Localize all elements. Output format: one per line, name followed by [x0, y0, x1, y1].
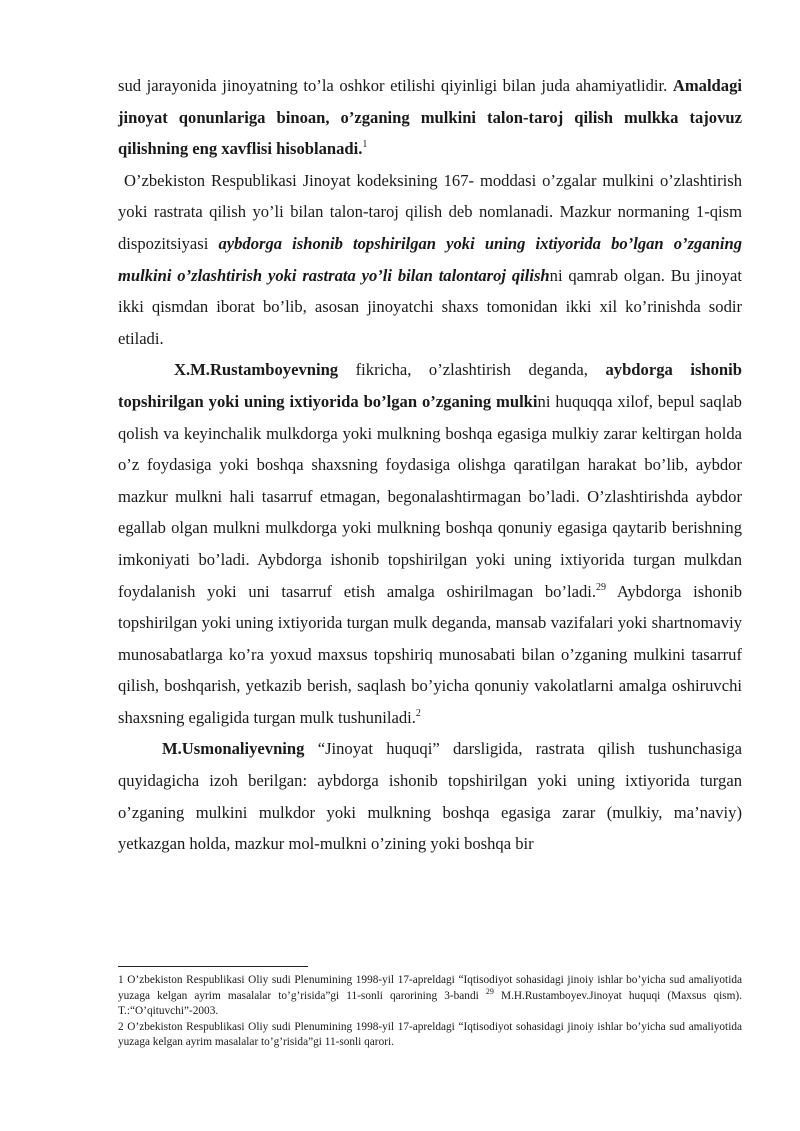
- p3-text-b: ni huquqqa xilof, bepul saqlab qolish va keyinchalik mulkdorga yoki mulkning boshqa egasiga mulkiy zarar keltirgan holda o’z foydasiga yoki boshqa shaxsning foydasiga olishga qaratilgan harakat bo’lib, aybdor mazkur mulkni hali tasarruf etmagan, begonalashtirmagan bo’ladi. O’zlashtirishda aybdor egallab olgan mulkni mulkdorga yoki mulkning boshqa qonuniy egasiga qaytarib berishning imkoniyati bo’ladi. Aybdorga ishonib topshirilgan yoki uning ixtiyorida turgan mulkdan foydalanish yoki uni tasarruf etish amalga oshirilmagan bo’ladi.: [118, 391, 742, 601]
- footnote-2: 2 O’zbekiston Respublikasi Oliy sudi Plenumining 1998-yil 17-apreldagi “Iqtisodiyot sohasidagi jinoiy ishlar bo’yicha sud amaliyotida yuzaga kelgan ayrim masalalar to’g’risida”gi 11-sonli qarori.: [118, 1020, 742, 1049]
- paragraph-4: [118, 733, 742, 859]
- p4-author: M.Usmonaliyevning: [162, 739, 305, 759]
- p3-text-c: Aybdorga ishonib topshirilgan yoki uning ixtiyorida turgan mulk deganda, mansab vazifalari yoki shartnomaviy munosabatlarga ko’ra yoxud maxsus topshiriq munosabati bilan o’zganing mulkini tasarruf qilish, boshqarish, yetkazib berish, saqlash bo’yicha qonuniy vakolatlarni amalga oshiruvchi shaxsning egaligida turgan mulk tushuniladi.: [118, 581, 742, 727]
- p3-text-a: fikricha, o’zlashtirish deganda,: [338, 360, 606, 380]
- p2-bold-italic: aybdorga ishonib topshirilgan yoki uning ixtiyorida bo’lgan o’zganing mulkini o’zlashtirish yoki rastrata yo’li bilan talontaroj qilish: [118, 233, 743, 285]
- paragraph-3: [118, 354, 742, 733]
- footnote-1-text: 1 O’zbekiston Respublikasi Oliy sudi Plenumining 1998-yil 17-apreldagi “Iqtisodiyot sohasidagi jinoiy ishlar bo’yicha sud amaliyotida yuzaga kelgan ayrim masalalar to’g’risida”gi 11-sonli qarorining 3-bandi: [118, 974, 742, 1002]
- p1-bold-text: Amaldagi jinoyat qonunlariga binoan, o’zganing mulkini talon-taroj qilish mulkka tajovuz qilishning eng xavflisi hisoblanadi.: [118, 76, 742, 159]
- footnote-1-sup: 29: [485, 986, 494, 996]
- p3-bold-text: aybdorga ishonib topshirilgan yoki uning ixtiyorida bo’lgan o’zganing mulki: [118, 360, 742, 411]
- footnote-ref-29: 29: [596, 581, 607, 593]
- paragraph-1: [118, 70, 742, 165]
- p2-text-a: O’zbekiston Respublikasi Jinoyat kodeksining 167- moddasi o’zgalar mulkini o’zlashtirish yoki rastrata qilish yo’li bilan talon-taroj qilish deb nomlanadi. Mazkur normaning 1-qism dispozitsiyasi: [118, 170, 742, 253]
- footnotes: [118, 973, 742, 1051]
- document-body: [118, 70, 742, 860]
- p3-author: X.M.Rustamboyevning: [174, 360, 339, 380]
- footnote-ref-2: 2: [415, 707, 421, 719]
- p2-text-b: ni qamrab olgan. Bu jinoyat ikki qismdan iborat bo’lib, asosan jinoyatchi shaxs tomonidan ikki xil ko’rinishda sodir etiladi.: [118, 265, 743, 348]
- footnote-1-cont: M.H.Rustamboyev.Jinoyat huquqi (Maxsus qism). T.:“O’qituvchi”-2003.: [118, 989, 742, 1018]
- footnote-1: [118, 973, 742, 1020]
- footnote-ref-1: 1: [362, 139, 368, 151]
- p1-text: sud jarayonida jinoyatning to’la oshkor etilishi qiyinligi bilan juda ahamiyatlidir.: [118, 76, 673, 95]
- p4-text: “Jinoyat huquqi” darsligida, rastrata qilish tushunchasiga quyidagicha izoh berilgan: aybdorga ishonib topshirilgan yoki uning ixtiyorida turgan o’zganing mulkini mulkdor yoki mulkning boshqa egasiga zarar (mulkiy, ma’naviy) yetkazgan holda, mazkur mol-mulkni o’zining yoki boshqa bir: [118, 739, 742, 854]
- footnote-separator: [118, 966, 308, 967]
- paragraph-2: [118, 165, 742, 355]
